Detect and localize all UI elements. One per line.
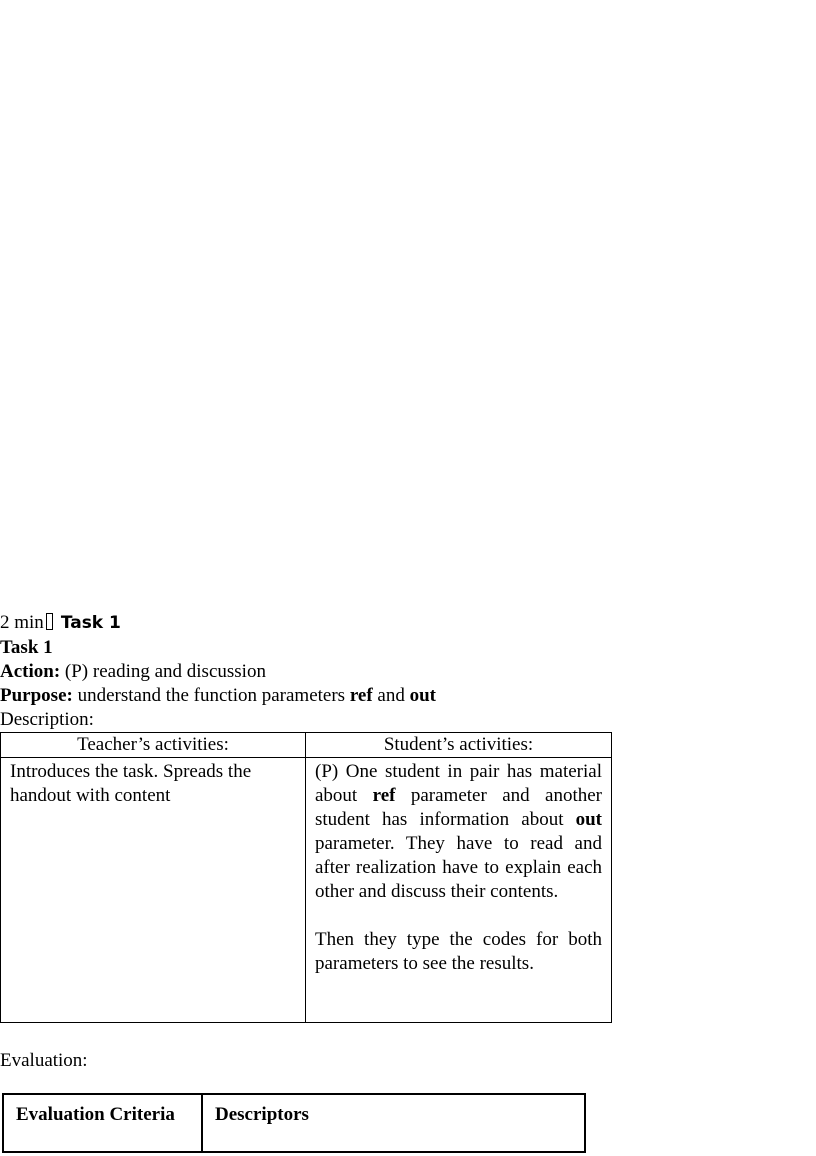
purpose-text-and: and <box>372 685 410 706</box>
purpose-keyword-out: out <box>409 685 437 706</box>
purpose-text: understand the function parameters <box>72 685 350 706</box>
duration-text: 2 min <box>0 612 44 633</box>
purpose-line <box>0 684 436 708</box>
teacher-activities-header: Teacher’s activities: <box>1 733 306 758</box>
student-text-part-c: parameter. They have to read and after realization have to explain each other and discuss their contents. <box>315 833 602 902</box>
evaluation-criteria-header: Evaluation Criteria <box>3 1094 202 1152</box>
student-activities-paragraph-2: Then they type the codes for both parameters to see the results. <box>315 929 602 974</box>
purpose-label: Purpose: <box>0 685 73 706</box>
student-text-part-b: parameter and another student has information about <box>315 785 602 830</box>
activities-header-row <box>1 733 612 758</box>
student-text-part-a: (P) One student in pair has material about <box>315 761 602 806</box>
activities-table <box>0 732 612 1023</box>
task-title: Task 1 <box>0 637 53 658</box>
missing-glyph-box-icon <box>46 613 53 630</box>
description-label: Description: <box>0 709 94 730</box>
evaluation-table <box>2 1093 586 1153</box>
action-line <box>0 660 266 684</box>
student-activities-header: Student’s activities: <box>306 733 612 758</box>
student-activities-paragraph-1 <box>315 760 602 904</box>
teacher-activities-text: Introduces the task. Spreads the handout with content <box>10 761 252 806</box>
descriptors-header: Descriptors <box>202 1094 585 1152</box>
action-text: (P) reading and discussion <box>60 661 266 682</box>
evaluation-header-row <box>3 1094 585 1152</box>
student-keyword-ref: ref <box>372 785 396 806</box>
student-activities-cell <box>306 758 612 1023</box>
teacher-activities-cell <box>1 758 306 1023</box>
student-keyword-out: out <box>575 809 602 830</box>
activities-body-row <box>1 758 612 1023</box>
duration-line <box>0 611 121 635</box>
purpose-keyword-ref: ref <box>349 685 373 706</box>
evaluation-label: Evaluation: <box>0 1050 88 1071</box>
task-small-label: Task 1 <box>60 613 121 633</box>
action-label: Action: <box>0 661 61 682</box>
